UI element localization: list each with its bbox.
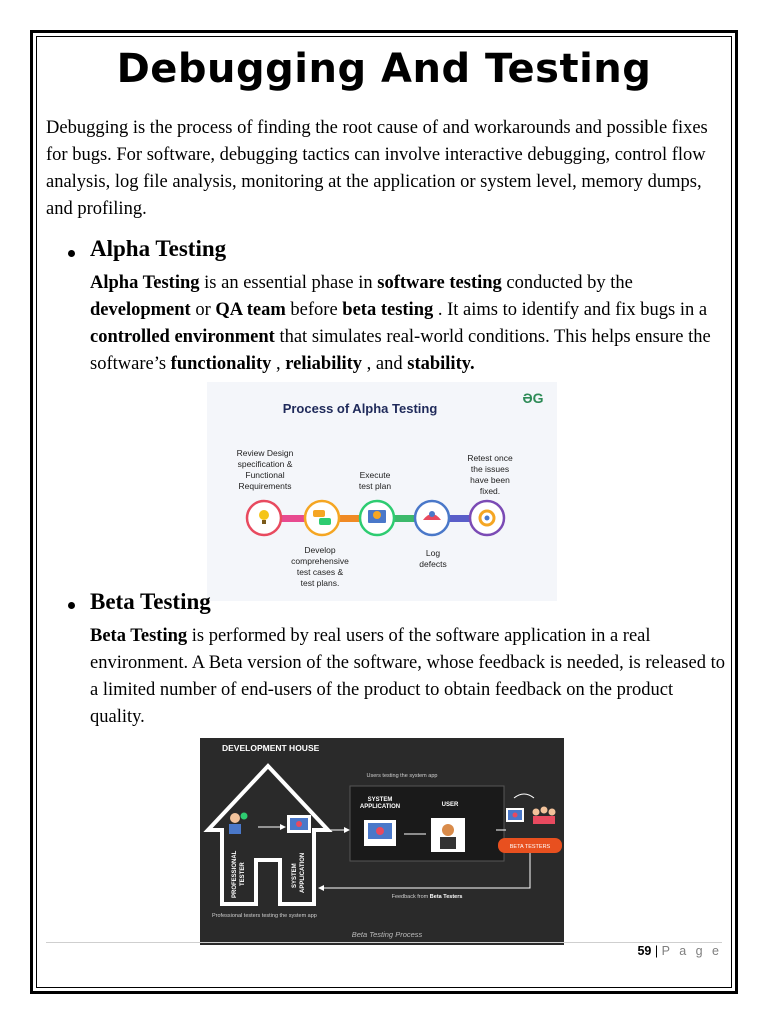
text-run: , and (362, 354, 408, 374)
beta-heading: Beta Testing (90, 589, 211, 614)
bullet-dot (68, 250, 75, 257)
page-title: Debugging And Testing (116, 46, 652, 92)
bold-term: reliability (285, 354, 363, 374)
bullet-dot (68, 602, 75, 609)
step-3-label: Execute (359, 470, 391, 480)
house-icon (208, 766, 328, 904)
step-5-label: Retest once (467, 453, 513, 463)
text-run: conducted by the (501, 273, 633, 293)
step-3-label: test plan (358, 481, 392, 491)
feedback-prefix: Feedback from (391, 894, 430, 900)
bold-term: stability. (407, 354, 475, 374)
cycle-arrow-icon (514, 794, 534, 798)
bold-term: controlled environment (90, 327, 275, 347)
tester-icon (230, 813, 240, 823)
step-5-label: the issues (470, 464, 510, 474)
connector-3 (394, 515, 416, 522)
text-run: . It aims to identify and fix bugs in a (433, 300, 708, 320)
system-app-title: SYSTEM (367, 797, 393, 803)
beta-testers-label: BETA TESTERS (509, 844, 551, 850)
chat-icon (313, 510, 325, 517)
step-1-label: Requirements (238, 481, 292, 491)
beta-paragraph (90, 623, 726, 731)
beta-testing-figure (200, 738, 564, 945)
connector-2 (339, 515, 361, 522)
step-4-label: defects (419, 559, 447, 569)
step-5-label: fixed. (479, 486, 501, 496)
professional-tester-label: PROFESSIONAL (232, 850, 238, 898)
process-caption: Beta Testing Process (351, 930, 423, 939)
beta-testers-icon (533, 809, 540, 816)
step-2-label: comprehensive (291, 556, 349, 566)
page-number: 59 (637, 944, 652, 958)
connector-1 (279, 515, 305, 522)
development-house-label: DEVELOPMENT HOUSE (222, 743, 320, 753)
alpha-heading: Alpha Testing (90, 236, 227, 261)
alpha-paragraph (90, 270, 726, 378)
text-run: , (271, 354, 286, 374)
users-testing-caption: Users testing the system app (366, 773, 438, 779)
step-2-node (305, 501, 339, 535)
bold-term: Alpha Testing (90, 273, 200, 293)
bold-term: Beta Testing (90, 626, 188, 646)
step-1-node (247, 501, 281, 535)
alpha-testing-figure (207, 382, 557, 601)
bold-term: functionality (170, 354, 272, 374)
bold-term: QA team (215, 300, 286, 320)
connector-4 (449, 515, 471, 522)
system-application-label: SYSTEM (292, 863, 298, 888)
intro-paragraph: Debugging is the process of finding the root cause of and workarounds and possible fixes for bugs. For software, debugging tactics can involve interactive debugging, control flow analysis, log file analysis, monitoring at the application or system level, memory dumps, and profiling. (46, 118, 708, 219)
footer-divider (46, 942, 722, 943)
gfg-logo: ƏG (522, 390, 544, 406)
bold-term: software testing (377, 273, 502, 293)
feedback-bold: Beta Testers (429, 894, 463, 900)
feedback-caption (392, 894, 463, 900)
figure-title: Process of Alpha Testing (282, 401, 438, 416)
system-app-title: APPLICATION (359, 804, 401, 810)
user-title: USER (441, 802, 459, 808)
step-3-node (360, 501, 394, 535)
bold-term: beta testing (342, 300, 434, 320)
professional-tester-label: TESTER (240, 862, 246, 886)
step-4-node (415, 501, 449, 535)
text-run: is an essential phase in (199, 273, 378, 293)
pro-testers-caption: Professional testers testing the system app (212, 913, 317, 919)
step-2-label: Develop (304, 545, 336, 555)
text-run: or (190, 300, 216, 320)
step-5-node (470, 501, 504, 535)
step-5-label: have been (470, 475, 510, 485)
step-2-label: test plans. (300, 578, 340, 588)
step-1-label: specification & (237, 459, 293, 469)
step-2-label: test cases & (296, 567, 344, 577)
page-word: P a g e (661, 944, 722, 958)
step-4-label: Log (425, 548, 441, 558)
footer-separator: | (654, 944, 659, 958)
page-footer (637, 944, 722, 958)
step-1-label: Review Design (236, 448, 294, 458)
bold-term: development (90, 300, 191, 320)
step-1-label: Functional (245, 470, 285, 480)
text-run: is performed by real users of the software application in a real environment. A Beta version of the software, whose feedback is needed, is released to a limited number of end-users of the product to obtain feedback on the product quality. (90, 626, 725, 727)
system-application-label: APPLICATION (300, 852, 306, 893)
text-run: before (285, 300, 343, 320)
text-run: that simulates real-world conditions. This helps ensure the software’s (90, 327, 711, 374)
lightbulb-icon (259, 510, 269, 520)
